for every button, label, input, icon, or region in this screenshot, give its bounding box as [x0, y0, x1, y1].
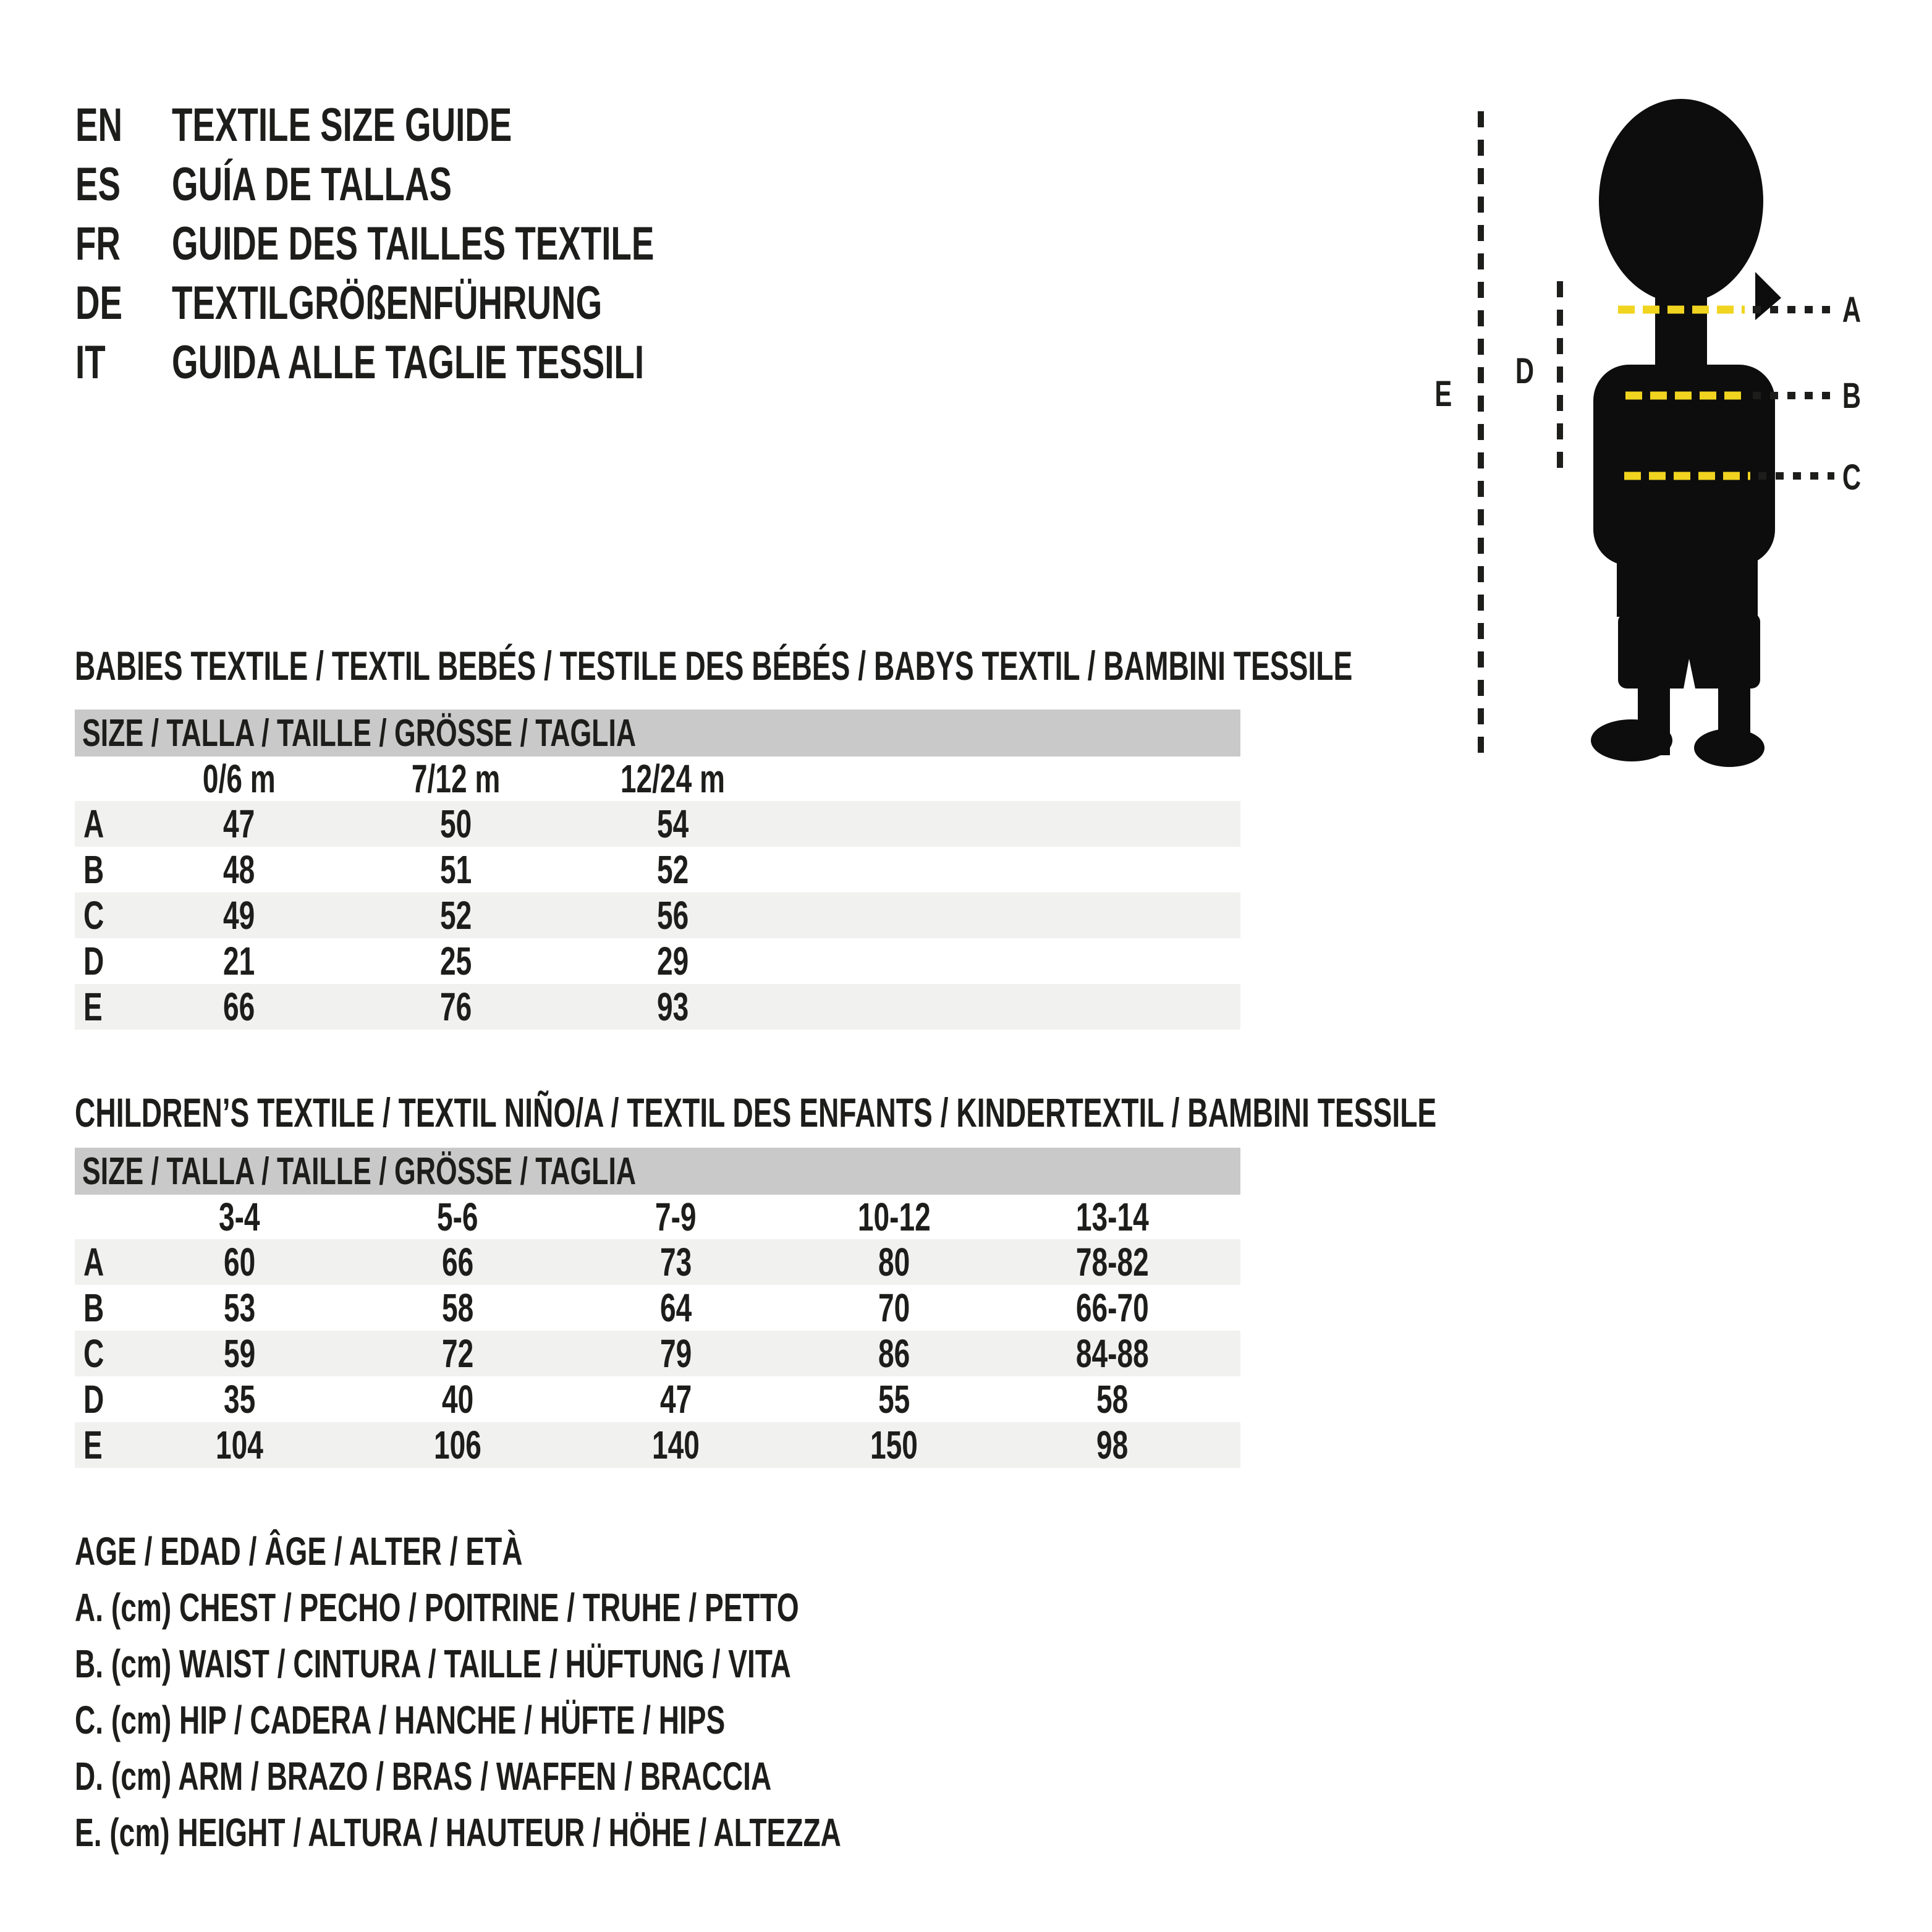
legend-line-text: E. (cm) HEIGHT / ALTURA / HAUTEUR / HÖHE / ALTEZZA — [75, 1810, 841, 1855]
row-label-text: A — [83, 1240, 104, 1284]
legend-line-text: A. (cm) CHEST / PECHO / POITRINE / TRUHE / PETTO — [75, 1585, 799, 1630]
silhouette-torso — [1617, 420, 1758, 617]
table-row — [75, 984, 1240, 1030]
size-value-cell — [130, 1239, 349, 1285]
size-value: 50 — [439, 802, 472, 846]
column-header — [567, 1194, 785, 1240]
child-silhouette — [1591, 99, 1781, 767]
size-value: 84-88 — [1075, 1331, 1149, 1376]
size-value-cell — [130, 1285, 349, 1331]
size-value-cell — [1003, 1331, 1221, 1376]
row-label-text: C — [83, 893, 104, 938]
size-value: 29 — [656, 939, 689, 983]
table-row — [75, 801, 1240, 847]
size-value-cell — [130, 1376, 349, 1422]
size-value: 150 — [870, 1423, 918, 1467]
size-value-cell — [785, 1376, 1003, 1422]
babies-section — [75, 643, 1353, 1030]
size-value-cell — [1003, 1239, 1221, 1285]
language-code — [75, 98, 172, 152]
language-row-it — [75, 333, 842, 392]
legend-line-text: AGE / EDAD / ÂGE / ALTER / ETÀ — [75, 1528, 523, 1574]
language-title-text: TEXTILGRÖßENFÜHRUNG — [172, 276, 603, 329]
row-label-text: E — [83, 985, 103, 1029]
size-value: 47 — [659, 1377, 692, 1421]
language-code — [75, 276, 172, 330]
size-value-cell — [567, 1331, 785, 1376]
row-label — [75, 1285, 130, 1331]
size-value-cell — [130, 801, 347, 847]
children-section-title — [75, 1090, 1437, 1135]
row-label-text: D — [83, 1377, 104, 1421]
silhouette-left-shoe — [1591, 719, 1672, 761]
children-size-header-text: SIZE / TALLA / TAILLE / GRÖSSE / TAGLIA — [82, 1150, 637, 1193]
column-header-text: 12/24 m — [620, 756, 726, 801]
size-value-cell — [130, 1422, 349, 1468]
size-value-cell — [349, 1285, 567, 1331]
size-value: 104 — [216, 1423, 263, 1467]
size-value: 66-70 — [1075, 1286, 1149, 1330]
legend-line-arm — [75, 1748, 1139, 1804]
table-row — [75, 847, 1240, 892]
row-label — [75, 1422, 130, 1468]
language-code-text: FR — [75, 217, 121, 270]
column-header-text: 5-6 — [437, 1195, 478, 1239]
size-value-cell — [347, 847, 564, 892]
column-header-text: 0/6 m — [202, 756, 276, 801]
language-code-text: DE — [75, 276, 123, 329]
table-row — [75, 1376, 1240, 1422]
children-section — [75, 1090, 1437, 1468]
size-value-cell — [130, 847, 347, 892]
row-label-text: B — [83, 1286, 104, 1330]
language-title — [172, 217, 842, 271]
babies-size-header-text: SIZE / TALLA / TAILLE / GRÖSSE / TAGLIA — [82, 711, 637, 755]
size-value-cell — [785, 1422, 1003, 1468]
table-row — [75, 892, 1240, 938]
size-value-cell — [567, 1376, 785, 1422]
size-value: 70 — [878, 1286, 910, 1330]
height-label — [1431, 372, 1455, 415]
row-label — [75, 801, 130, 847]
language-code — [75, 217, 172, 271]
babies-column-header-row — [75, 756, 1240, 801]
chest-label-text: A — [1842, 289, 1862, 330]
legend-line-chest — [75, 1579, 1139, 1635]
row-label — [75, 984, 130, 1030]
size-value: 59 — [223, 1331, 256, 1376]
size-value: 58 — [441, 1286, 474, 1330]
row-label — [75, 892, 130, 938]
language-row-es — [75, 155, 842, 214]
size-value: 72 — [441, 1331, 474, 1376]
size-value: 40 — [441, 1377, 474, 1421]
size-value: 93 — [656, 985, 689, 1029]
size-value: 51 — [439, 847, 472, 892]
legend-line-waist — [75, 1635, 1139, 1692]
language-code — [75, 336, 172, 389]
size-value-cell — [130, 938, 347, 984]
row-label-text: D — [83, 939, 104, 983]
size-value-cell — [349, 1376, 567, 1422]
size-value: 52 — [656, 847, 689, 892]
column-header — [130, 756, 347, 802]
row-label — [75, 1376, 130, 1422]
language-row-fr — [75, 214, 842, 273]
row-label — [75, 847, 130, 892]
legend-line-text: C. (cm) HIP / CADERA / HANCHE / HÜFTE / HIPS — [75, 1697, 726, 1742]
size-value: 52 — [439, 893, 472, 938]
table-row — [75, 1422, 1240, 1468]
babies-section-title — [75, 643, 1353, 688]
size-value-cell — [567, 1239, 785, 1285]
children-section-title-text: CHILDREN’S TEXTILE / TEXTIL NIÑO/A / TEXTIL DES ENFANTS / KINDERTEXTIL / BAMBINI TESSILE — [75, 1090, 1437, 1135]
row-label — [75, 1239, 130, 1285]
column-header-text: 3-4 — [219, 1195, 260, 1239]
language-title-text: GUIDE DES TAILLES TEXTILE — [172, 217, 655, 270]
children-column-header-row — [75, 1195, 1240, 1239]
size-value: 25 — [439, 939, 472, 983]
babies-size-header-bar — [75, 710, 1240, 756]
size-value-cell — [347, 892, 564, 938]
waist-label — [1839, 374, 1865, 417]
column-header — [347, 756, 564, 802]
hip-label — [1839, 455, 1865, 499]
language-code-text: IT — [75, 336, 106, 389]
language-title-list — [75, 95, 842, 392]
chest-label — [1839, 288, 1865, 331]
column-header-text: 10-12 — [857, 1195, 931, 1239]
size-value: 54 — [656, 802, 689, 846]
size-value: 55 — [878, 1377, 910, 1421]
size-value: 66 — [222, 985, 255, 1029]
language-title-text: GUIDA ALLE TAGLIE TESSILI — [172, 336, 645, 389]
hip-label-text: C — [1842, 457, 1862, 498]
row-label — [75, 938, 130, 984]
size-value-cell — [347, 938, 564, 984]
size-value: 79 — [659, 1331, 692, 1376]
table-row — [75, 938, 1240, 984]
table-row — [75, 1239, 1240, 1285]
waist-label-text: B — [1842, 375, 1862, 416]
size-value: 140 — [652, 1423, 700, 1467]
table-row — [75, 1331, 1240, 1376]
size-value-cell — [564, 892, 781, 938]
size-value-cell — [349, 1239, 567, 1285]
size-value-cell — [564, 847, 781, 892]
size-value: 49 — [222, 893, 255, 938]
legend-line-text: B. (cm) WAIST / CINTURA / TAILLE / HÜFTUNG / VITA — [75, 1641, 791, 1686]
arm-label — [1512, 349, 1538, 392]
arm-label-text: D — [1515, 350, 1535, 391]
size-value: 48 — [222, 847, 255, 892]
silhouette-right-shoe — [1694, 729, 1765, 767]
size-value-cell — [785, 1239, 1003, 1285]
language-code-text: ES — [75, 158, 121, 211]
measurement-diagram — [1421, 74, 1932, 803]
size-value: 86 — [878, 1331, 910, 1376]
size-value: 21 — [222, 939, 255, 983]
row-label-text: A — [83, 802, 104, 846]
legend-line-age — [75, 1523, 1139, 1579]
language-title-text: GUÍA DE TALLAS — [172, 158, 452, 211]
size-value: 73 — [659, 1240, 692, 1284]
size-value: 56 — [656, 893, 689, 938]
legend-line-text: D. (cm) ARM / BRAZO / BRAS / WAFFEN / BRACCIA — [75, 1753, 772, 1799]
size-value-cell — [347, 984, 564, 1030]
language-code-text: EN — [75, 98, 123, 151]
language-title — [172, 98, 644, 152]
size-value-cell — [130, 984, 347, 1030]
size-value: 106 — [434, 1423, 481, 1467]
legend-line-height — [75, 1804, 1139, 1860]
language-row-en — [75, 95, 842, 155]
row-label-text: B — [83, 847, 104, 892]
size-value: 35 — [223, 1377, 256, 1421]
size-value: 60 — [223, 1240, 256, 1284]
size-value-cell — [567, 1422, 785, 1468]
table-row — [75, 1285, 1240, 1331]
row-label — [75, 1331, 130, 1376]
column-header-text: 7-9 — [655, 1195, 697, 1239]
size-value-cell — [564, 938, 781, 984]
language-title-text: TEXTILE SIZE GUIDE — [172, 98, 512, 151]
size-value: 66 — [441, 1240, 474, 1284]
size-value: 47 — [222, 802, 255, 846]
column-header — [1003, 1194, 1221, 1240]
size-value: 64 — [659, 1286, 692, 1330]
row-label-text: C — [83, 1331, 104, 1376]
language-row-de — [75, 273, 842, 333]
size-value-cell — [349, 1422, 567, 1468]
language-title — [172, 336, 828, 389]
language-title — [172, 276, 769, 330]
size-value: 53 — [223, 1286, 256, 1330]
size-value-cell — [564, 984, 781, 1030]
size-value-cell — [564, 801, 781, 847]
child-silhouette-svg — [1421, 74, 1932, 803]
language-title — [172, 158, 561, 211]
column-header-text: 7/12 m — [411, 756, 501, 801]
size-value: 78-82 — [1075, 1240, 1149, 1284]
size-value-cell — [349, 1331, 567, 1376]
size-value-cell — [1003, 1285, 1221, 1331]
size-value-cell — [130, 892, 347, 938]
height-label-text: E — [1434, 373, 1452, 414]
size-value: 58 — [1096, 1377, 1129, 1421]
size-value-cell — [130, 1331, 349, 1376]
column-header-text: 13-14 — [1075, 1195, 1149, 1239]
size-value-cell — [1003, 1422, 1221, 1468]
size-value: 80 — [878, 1240, 910, 1284]
column-header — [564, 756, 781, 802]
size-value: 98 — [1096, 1423, 1129, 1467]
size-value: 76 — [439, 985, 472, 1029]
babies-section-title-text: BABIES TEXTILE / TEXTIL BEBÉS / TESTILE DES BÉBÉS / BABYS TEXTIL / BAMBINI TESSILE — [75, 643, 1353, 688]
column-header — [349, 1194, 567, 1240]
size-value-cell — [567, 1285, 785, 1331]
legend-line-hip — [75, 1692, 1139, 1748]
size-value-cell — [785, 1331, 1003, 1376]
column-header — [785, 1194, 1003, 1240]
measurement-legend — [75, 1523, 1139, 1860]
size-value-cell — [785, 1285, 1003, 1331]
children-size-header-bar — [75, 1148, 1240, 1195]
row-label-text: E — [83, 1423, 103, 1467]
size-value-cell — [347, 801, 564, 847]
language-code — [75, 158, 172, 211]
size-value-cell — [1003, 1376, 1221, 1422]
column-header — [130, 1194, 349, 1240]
